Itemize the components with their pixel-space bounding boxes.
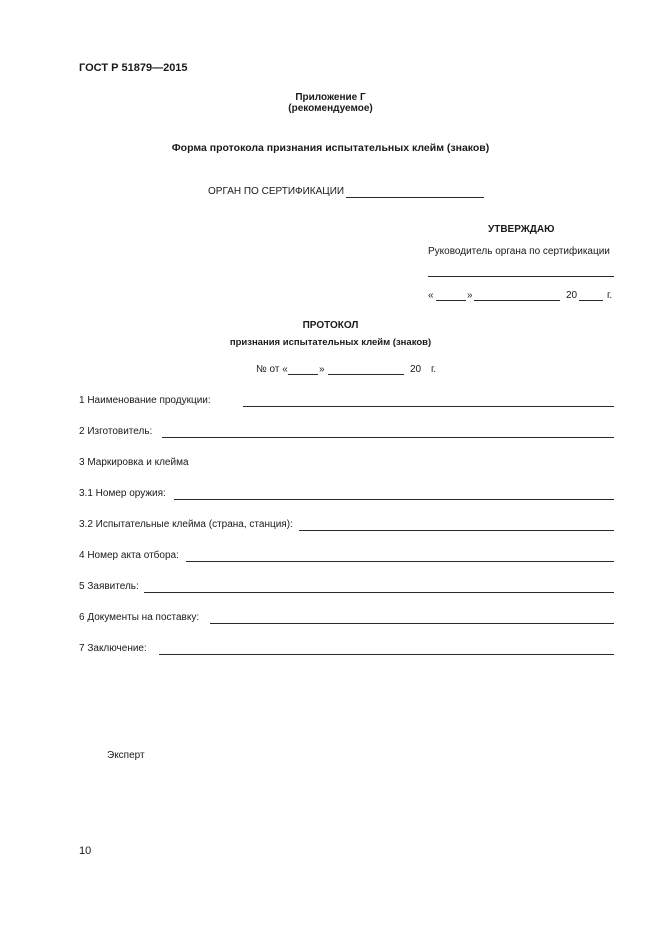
protocol-month-line[interactable] bbox=[328, 374, 404, 375]
field-weapon-number bbox=[79, 488, 614, 502]
page-number: 10 bbox=[79, 845, 92, 857]
approve-date-open-quote: « bbox=[428, 290, 434, 301]
field-test-marks bbox=[79, 519, 614, 533]
field-line[interactable] bbox=[162, 437, 614, 438]
field-marking bbox=[79, 457, 614, 471]
field-label: 7 Заключение: bbox=[79, 643, 147, 654]
field-label: 5 Заявитель: bbox=[79, 581, 139, 592]
protocol-day-line[interactable] bbox=[288, 374, 318, 375]
organ-line[interactable] bbox=[346, 197, 484, 198]
form-title: Форма протокола признания испытательных клейм (знаков) bbox=[171, 142, 490, 154]
field-line[interactable] bbox=[159, 654, 614, 655]
field-sampling-act bbox=[79, 550, 614, 564]
field-label: 3.2 Испытательные клейма (страна, станция): bbox=[79, 519, 293, 530]
standard-number: ГОСТ Р 51879—2015 bbox=[79, 62, 188, 74]
appendix-subtitle: (рекомендуемое) bbox=[288, 103, 373, 114]
field-manufacturer bbox=[79, 426, 614, 440]
field-label: 3 Маркировка и клейма bbox=[79, 457, 189, 468]
protocol-year-suffix: г. bbox=[431, 364, 437, 375]
expert-label: Эксперт bbox=[107, 750, 145, 761]
field-line[interactable] bbox=[174, 499, 614, 500]
field-line[interactable] bbox=[210, 623, 614, 624]
protocol-close-quote: » bbox=[319, 364, 325, 375]
protocol-title: ПРОТОКОЛ bbox=[302, 320, 359, 331]
field-label: 2 Изготовитель: bbox=[79, 426, 153, 437]
approve-role: Руководитель органа по сертификации bbox=[428, 246, 610, 257]
approve-date-year-suffix: г. bbox=[607, 290, 613, 301]
field-line[interactable] bbox=[243, 406, 614, 407]
approve-date-day-line[interactable] bbox=[436, 300, 466, 301]
approve-date-year-line[interactable] bbox=[579, 300, 603, 301]
appendix-title: Приложение Г bbox=[295, 92, 366, 103]
field-line[interactable] bbox=[186, 561, 614, 562]
protocol-number-prefix: № от « bbox=[256, 364, 288, 375]
field-line[interactable] bbox=[299, 530, 614, 531]
approve-signature-line[interactable] bbox=[428, 276, 614, 277]
organ-label: ОРГАН ПО СЕРТИФИКАЦИИ bbox=[208, 186, 345, 197]
field-label: 1 Наименование продукции: bbox=[79, 395, 211, 406]
field-product-name bbox=[79, 395, 614, 409]
approve-date-year-prefix: 20 bbox=[566, 290, 578, 301]
field-label: 6 Документы на поставку: bbox=[79, 612, 200, 623]
field-label: 3.1 Номер оружия: bbox=[79, 488, 166, 499]
field-line[interactable] bbox=[144, 592, 614, 593]
protocol-subtitle: признания испытательных клейм (знаков) bbox=[229, 337, 432, 348]
approve-date-month-line[interactable] bbox=[474, 300, 560, 301]
field-label: 4 Номер акта отбора: bbox=[79, 550, 179, 561]
approve-title: УТВЕРЖДАЮ bbox=[488, 224, 555, 235]
field-applicant bbox=[79, 581, 614, 595]
field-conclusion bbox=[79, 643, 614, 657]
field-supply-documents bbox=[79, 612, 614, 626]
protocol-year: 20 bbox=[410, 364, 422, 375]
approve-date-close-quote: » bbox=[467, 290, 473, 301]
